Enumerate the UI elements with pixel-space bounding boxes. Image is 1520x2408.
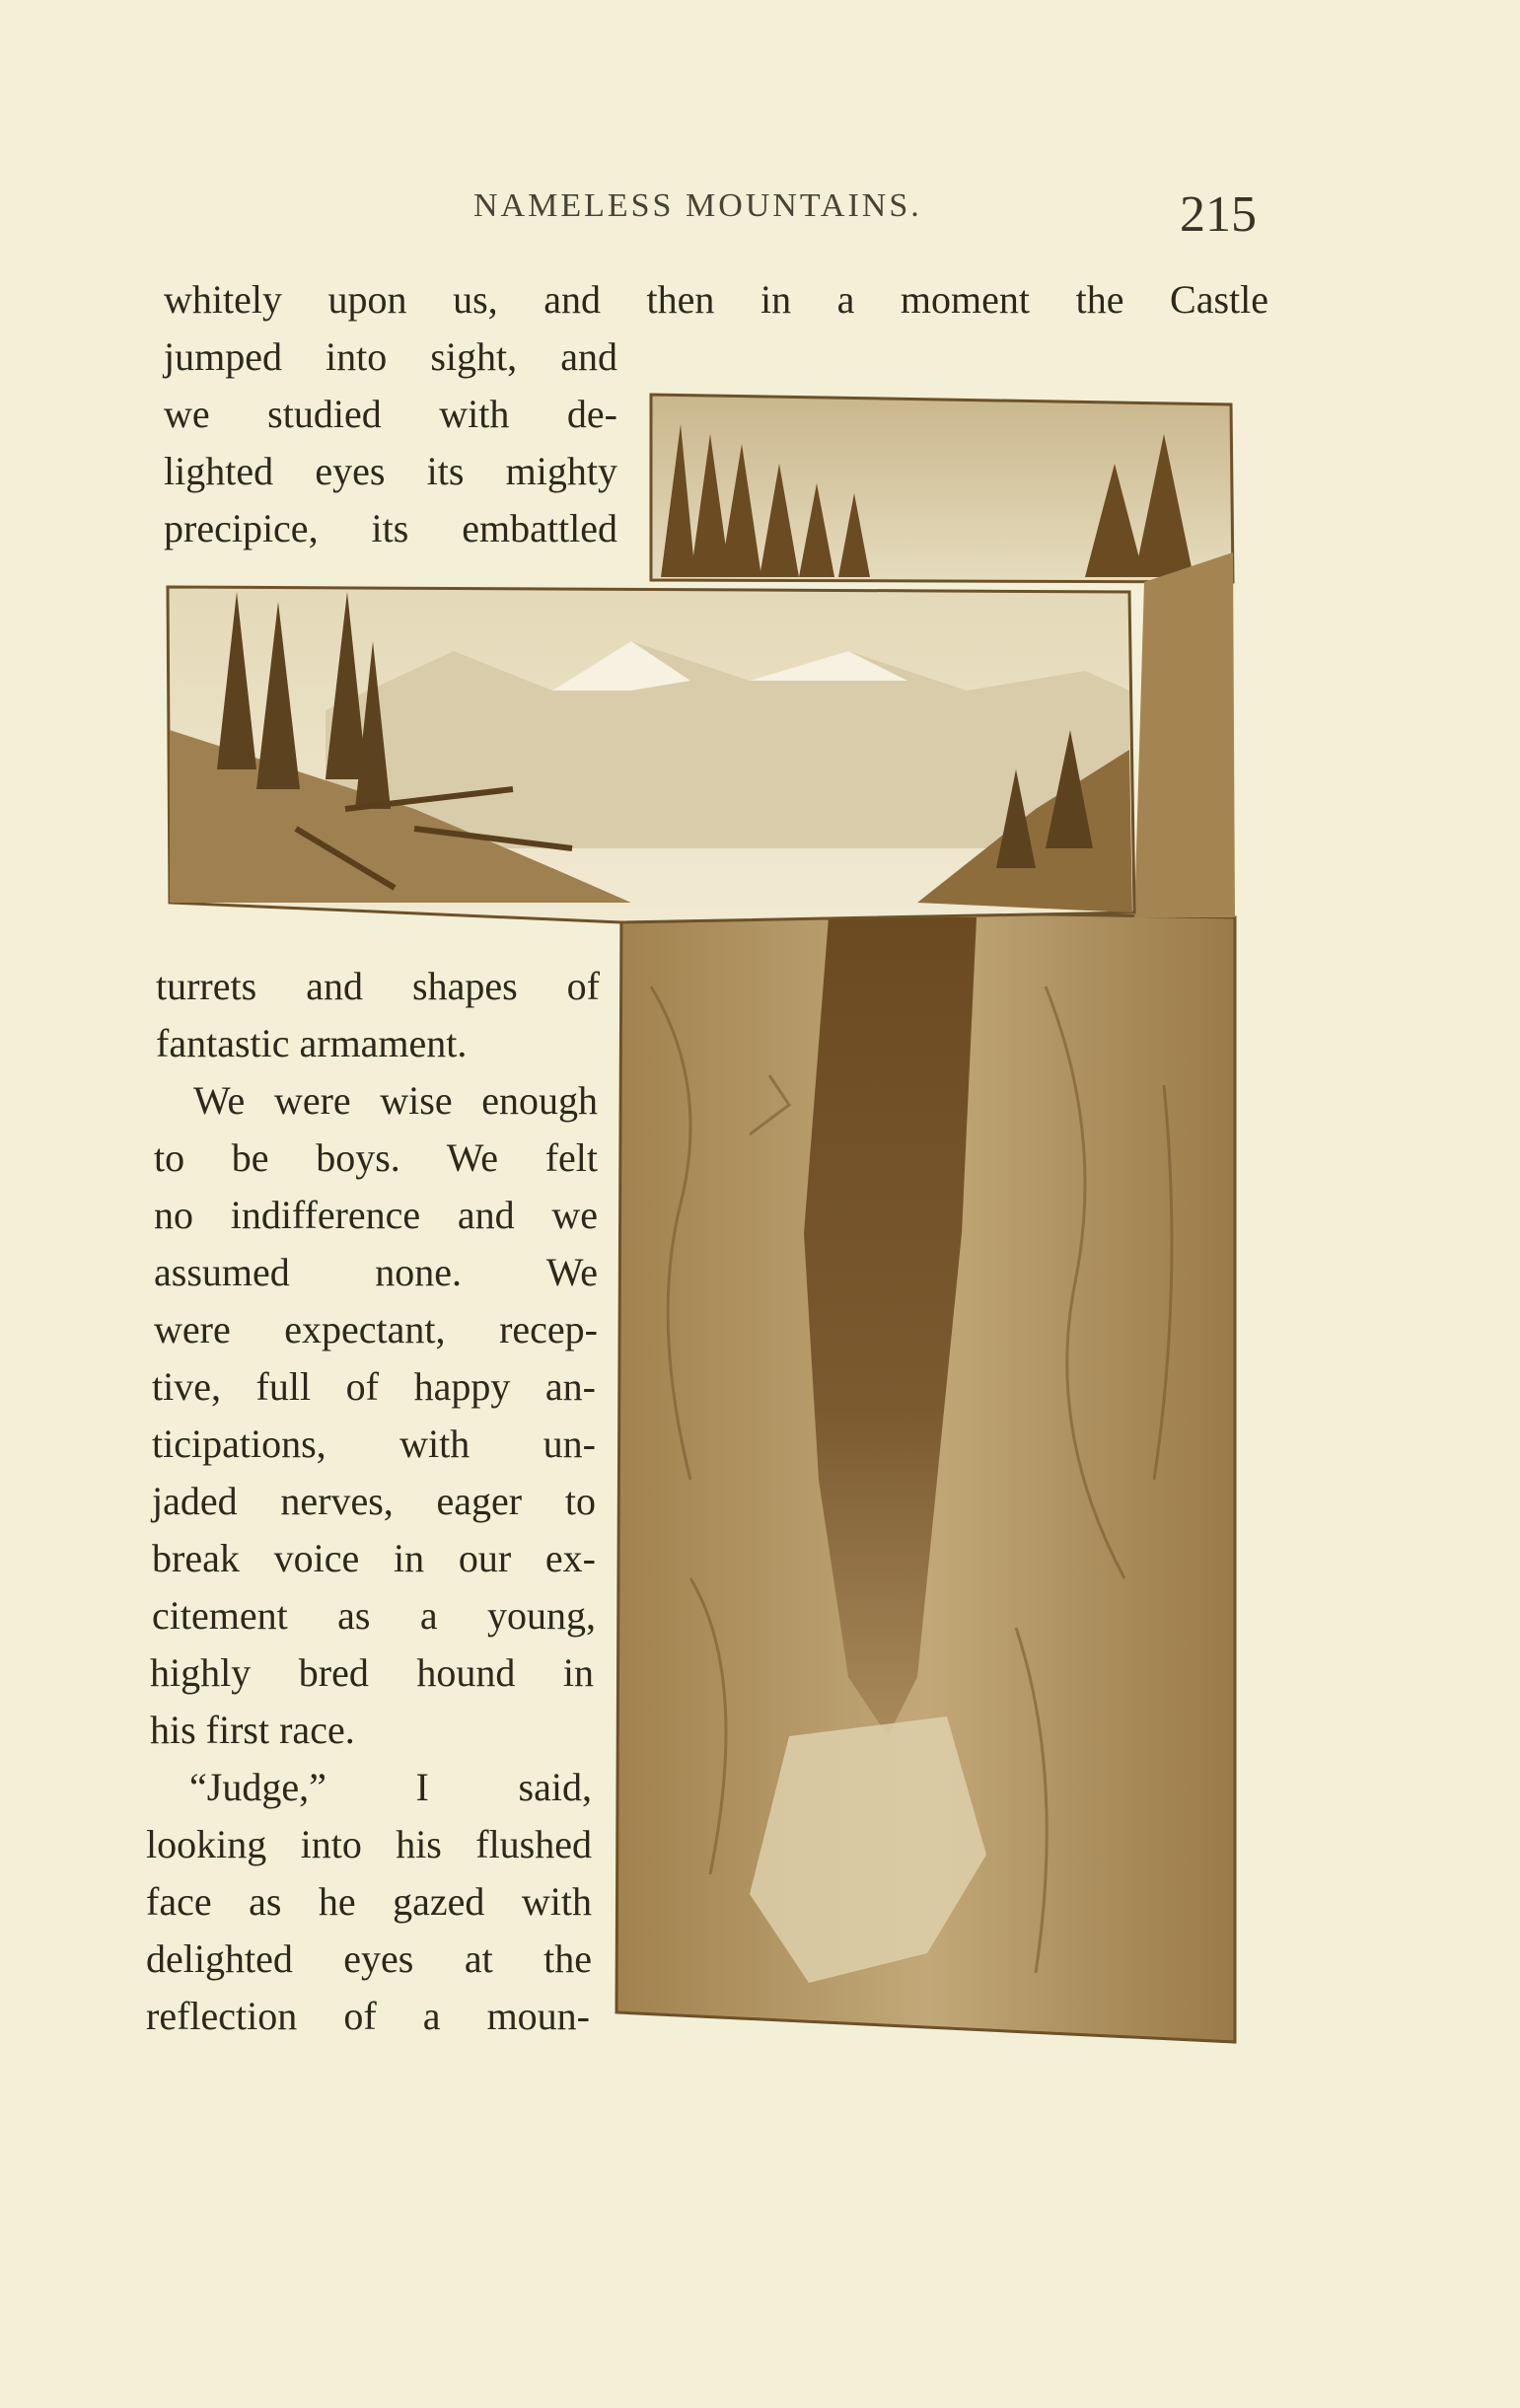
body-line: lighted eyes its mighty xyxy=(164,449,617,493)
body-line: were expectant, recep- xyxy=(154,1307,598,1351)
body-line: assumed none. We xyxy=(154,1250,598,1294)
body-line: turrets and shapes of xyxy=(156,964,600,1008)
body-line: face as he gazed with xyxy=(146,1879,592,1924)
body-line: looking into his flushed xyxy=(146,1822,592,1866)
body-line: no indifference and we xyxy=(154,1193,598,1237)
body-line: whitely upon us, and then in a moment the Castle xyxy=(164,277,1268,322)
body-line: tive, full of happy an- xyxy=(152,1364,596,1409)
body-line: break voice in our ex- xyxy=(152,1536,596,1580)
body-line: highly bred hound in xyxy=(150,1650,594,1695)
body-line: to be boys. We felt xyxy=(154,1135,598,1180)
body-line: We were wise enough xyxy=(193,1078,598,1123)
body-line: reflection of a moun- xyxy=(146,1994,590,2038)
body-line: we studied with de- xyxy=(164,392,617,436)
body-line: ticipations, with un- xyxy=(152,1422,596,1466)
body-line: precipice, its embattled xyxy=(164,506,617,550)
body-line: jaded nerves, eager to xyxy=(152,1479,596,1523)
body-line: “Judge,” I said, xyxy=(189,1765,592,1809)
body-line: his first race. xyxy=(150,1708,355,1752)
body-line: citement as a young, xyxy=(152,1593,596,1638)
body-line: fantastic armament. xyxy=(156,1021,468,1065)
page-number: 215 xyxy=(1180,186,1257,243)
body-line: jumped into sight, and xyxy=(164,334,617,379)
body-line: delighted eyes at the xyxy=(146,1936,592,1981)
running-title: NAMELESS MOUNTAINS. xyxy=(473,187,922,224)
